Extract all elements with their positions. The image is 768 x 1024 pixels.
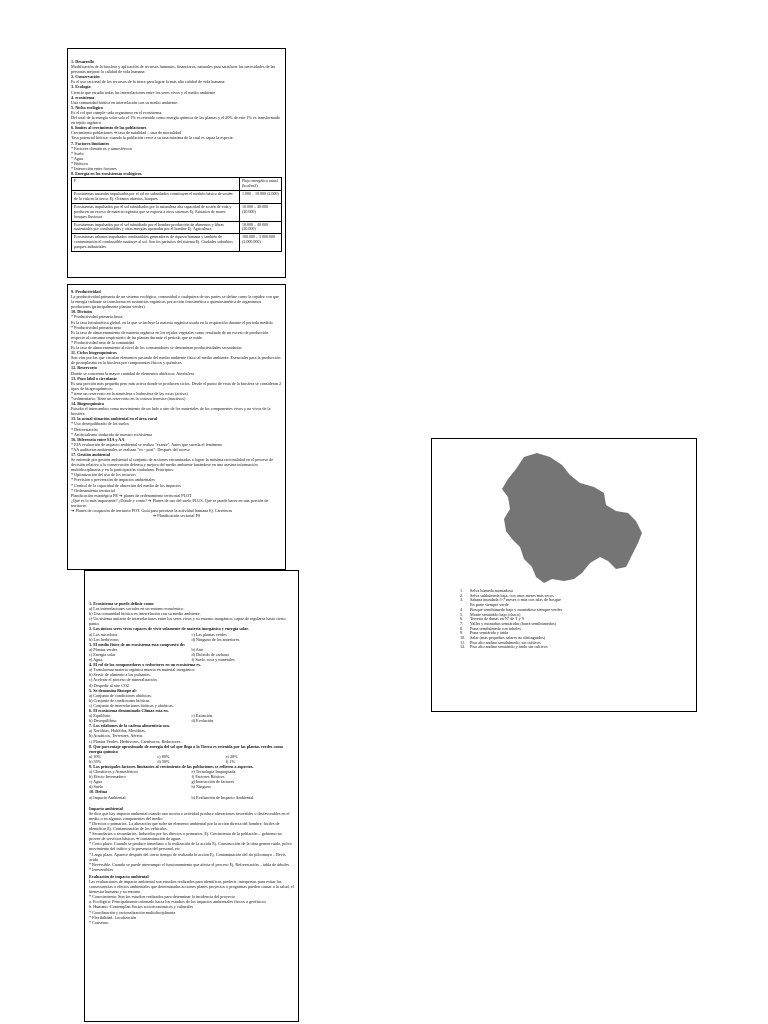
answer-option: d) Dióxido de carbono	[191, 651, 230, 657]
paragraph: Una comunidad biótica en interrelación con su medio ambiente.	[71, 99, 179, 105]
answer-column	[89, 754, 157, 764]
paragraph: *AA auditorias ambientales se realizan "ex - post". Después del suceso	[71, 446, 190, 452]
legend-text: En parte siempre verde	[470, 602, 509, 608]
table-cell: Ecosistemas impulsados por el sol subsidiado por el hombre producción de alimentos y fibras sustentados por combustibles y otras energías aportadas por el hombre Ej. Agricultura	[72, 221, 240, 234]
notes-paragraphs-2	[71, 289, 282, 518]
answer-column	[89, 795, 192, 800]
answer-option: b) Conjunto de condiciones bióticas.	[89, 697, 151, 703]
legend-text: Terreno de dunas en Nº de T y 9	[470, 616, 524, 622]
table-row	[72, 221, 282, 234]
table-cell: Ecosistemas impulsados por el sol subsidiados por la naturaleza alta capacidad de sostén de vida y producen un exceso de materia orgánica que se exporta a otros sistemas Ej. Estuarios de mares bosques lluviosos	[72, 203, 240, 221]
paragraph: Modificación de la biosfera y aplicación de recursos humanos, financieros, naturales para satisfacer las necesidades de las personas mejorar la calidad de vida humana	[71, 64, 276, 75]
answer-column	[89, 647, 192, 662]
energy-table-head-flow: Flujo energético anual (kcal/m2)	[240, 178, 282, 191]
legend-text: Valles y montañas semiáridas (barra semihúmedos)	[470, 620, 556, 626]
paragraph: La productividad primaria de un sistema ecológico, comunidad o cualquiera de sus partes se define como la rapidez con que la energía radiante se transforma en sustancias orgánicas por acción fotosintética o quimiosintética de organismos productores (principalmente plantas verdes)	[71, 294, 279, 310]
table-row	[72, 234, 282, 252]
paragraph: a. Ecológico: Principalmente orientado hacia los estudios de los impactos ambientales físicos a geofísicos	[89, 899, 266, 905]
quiz-panel	[84, 570, 299, 1022]
paragraph: Es el uso racional de los recursos de la tierra para lograr la más alta calidad de vida humana	[71, 79, 225, 85]
table-cell: 10.000 – 40.000 (20.000)	[240, 221, 282, 234]
paragraph: * Directos o primarios. La alteración que sufre un elemento ambiental por la acción directa del hombre, fáciles de identificar Ej. Contaminación de los vehículos.	[89, 820, 280, 832]
paragraph: * EIA evaluación de impacto ambiental se realiza "exante". Antes que suceda el fenómeno	[71, 441, 223, 447]
answer-option: a) Plantas verdes	[89, 646, 118, 652]
quiz-question	[89, 723, 294, 743]
paragraph: Tasa potencial biótica: cuando la población crece a su tasa máxima de la cual es capaz la especie.	[71, 135, 234, 141]
legend-item	[460, 645, 690, 650]
section-heading: 12. Reservorio	[71, 365, 97, 371]
paragraph: b. Humano -Contemplan Socios socioeconómicos y culturales	[89, 904, 194, 910]
answer-option: b) Desequilibrio.	[89, 718, 118, 724]
paragraph: Planificación estratégica PE ➔ planes de ordenamiento territorial PLOT	[71, 492, 192, 498]
quiz-questions	[89, 601, 294, 800]
answer-option: c) Acelerar el proceso de mineralización.	[89, 677, 158, 683]
legend-text: Monte semiárido bajo (chaco)	[470, 611, 521, 617]
paragraph: * tiene un reservorio en la atmósfera o hidrosfera de las rocas (activa)	[71, 390, 188, 396]
legend-text: Piso alto andino semihúmedo, sin cultivos	[470, 639, 541, 645]
paragraph: * Interacción entre factores	[71, 165, 117, 171]
energy-table-head-type: F	[72, 178, 240, 191]
answer-option: a) Climáticos y Atmosféricos	[89, 769, 138, 775]
quiz-question	[89, 789, 294, 799]
answer-option: a) Equilibrio.	[89, 713, 112, 719]
answer-option: e) Tecnología Inapropiada	[191, 769, 236, 775]
section-heading: 8. Energía en los ecosistemas ecológicos.	[71, 171, 143, 177]
answer-option: f) 1%	[225, 758, 236, 764]
quiz-question	[89, 642, 294, 662]
legend-number: 10.	[460, 635, 466, 641]
question-text: 4. El rol de los componedores o reductores en un ecosistema es.	[89, 662, 201, 668]
section-heading: 14. Biogeoquímica	[71, 401, 104, 407]
answer-column	[89, 632, 192, 642]
section-heading: 2. Conservación	[71, 74, 100, 80]
paragraph: Ciencia que estudia todas las interrelaciones entre los seres vivos y el medio ambiente	[71, 89, 216, 95]
table-cell: Ecosistemas naturales impulsados por el sol no subsidiados constituyen el modulo básico de sostén de la vida en la tierra. Ej. Océanos abiertos, bosques.	[72, 190, 240, 203]
answer-column	[192, 647, 295, 662]
answer-column	[192, 769, 295, 789]
table-cell: 10.000 – 40.000 (20.000)	[240, 203, 282, 221]
paragraph: * Uso desequilibrado de los suelos	[71, 421, 130, 427]
map-legend	[460, 589, 690, 650]
paragraph: Estudia el intercambio como movimiento de un lado a otro de los materiales de los componentes vivos y no vivos de la biosfera	[71, 406, 271, 417]
paragraph: ➔ Planificación sectorial PS	[152, 513, 201, 519]
answer-option: g) Interacción de factores	[191, 779, 235, 785]
paragraph: * Productividad primaria neta	[71, 324, 121, 330]
answer-column	[226, 754, 294, 764]
section-heading: 4. ecosistema	[71, 94, 95, 100]
paragraph: ¿Qué es lo más importante? ¿Dónde y como? ➔ Planes de uso del suelo PLUS. Que se puede hacer en una porción de territorio	[71, 497, 269, 508]
legend-number: 8.	[460, 625, 464, 631]
paragraph: Son vías por las que circulan elementos pasando del medio ambiente físico al medio ambiente. Esenciales para la producción de protoplasma en la biosfera por componentes físicos y químicos	[71, 355, 281, 366]
answer-option: a) 10%	[89, 753, 101, 759]
answer-option: c) Agua	[89, 779, 103, 785]
answer-option: f) Suelo, roca y minerales	[191, 657, 235, 663]
section-heading: 9. Productividad	[71, 289, 101, 294]
notes-panel-2	[67, 284, 286, 570]
paragraph: * Reversible. Cuando se puede interrumpir el funcionamiento que afecta el proceso Ej. Reforestación – tabla de árboles	[89, 861, 290, 867]
question-text: 9. Los principales factores limitantes al crecimiento de las poblaciones se refieren a aspectos.	[89, 764, 254, 769]
notes-panel-1	[67, 48, 286, 278]
paragraph: Se entiende por gestión ambiental al conjunto de acciones encaminadas a lograr la máxima racionalidad en el proceso de decisión relativo a la conservación defensa y mejora del medio ambiente basándose en una asesina información multidisciplinaria y en la participación ciudadana. Principios:	[71, 457, 274, 473]
section-heading: 6. límites al crecimiento de las poblaciones	[71, 125, 147, 131]
question-text: 3. El medio físico de un ecosistema esta compuesto de:	[89, 641, 186, 647]
section-heading: 17. Gestión ambiental	[71, 452, 110, 457]
question-text: 7. Los eslabones de la cadena alimenticia son.	[89, 723, 170, 729]
section-heading: 16. Diferencia entre EIA y AA	[71, 436, 125, 442]
section-heading: 5. Nicho ecológico	[71, 104, 103, 110]
answer-column	[157, 754, 225, 764]
answer-option: h) Ninguno	[191, 784, 211, 790]
bolivia-map	[440, 449, 690, 589]
answer-column	[192, 795, 295, 800]
answer-option: d) Ninguno de los anteriores.	[191, 636, 241, 642]
answer-columns	[89, 754, 294, 764]
legend-text: Puna semiárida y árida	[470, 630, 509, 636]
legend-text: Bosque semihúmedo bajo y montañoso siempre verdes	[470, 606, 563, 612]
paragraph: * Consenso	[89, 919, 109, 925]
energy-table-header	[72, 178, 282, 191]
question-text: 1. Ecosistema se puede definir como:	[89, 601, 155, 606]
question-text: 8. Que porcentaje aproximado de energía del sol que llega a la Tierra es retenida por las plantas verdes como energía química	[89, 743, 284, 754]
answer-option: c) Extinción.	[191, 713, 214, 719]
quiz-question	[89, 764, 294, 789]
legend-number: 7.	[460, 620, 464, 626]
paragraph: *sedimentario: Tiene un reservorio en la corteza terrestre (inactivos)	[71, 395, 186, 401]
legend-number: 9.	[460, 630, 464, 636]
paragraph: * Flexibilidad. Localización	[89, 914, 137, 920]
bolivia-map-shape	[502, 453, 642, 583]
paragraph: Es la tasa de almacenamiento al nivel de los consumidores se denominan productividades secundarias	[71, 345, 242, 351]
paragraph: * Productividad primaria bruta	[71, 314, 123, 320]
paragraph: * Productividad neta de la comunidad	[71, 339, 135, 345]
answer-option: c) Plantas Verdes, Herbívoros, Carnívoros, Reductores.	[89, 738, 182, 744]
paragraph: Del total de la energía solar solo el 1% es retenido como energía química de las plantas y el 20% de este 1% es transformado en tejido orgánico	[71, 115, 280, 126]
answer-columns	[89, 795, 294, 800]
paragraph: * Suelo	[71, 150, 84, 156]
paragraph: * Optimización del uso de los recursos	[71, 472, 136, 478]
answer-option: b) Acuáticos, Terrestres, Aéreos.	[89, 733, 144, 739]
paragraph: * Control de la capacidad de absorción del medio de los impactos	[71, 482, 181, 488]
paragraph: Donde se concentra la mayor cantidad de elementos abióticos: Atmósfera	[71, 370, 194, 376]
answer-option: c) 80%	[157, 753, 170, 759]
quiz-question	[89, 708, 294, 723]
section-heading: Impacto ambiental	[89, 805, 123, 811]
answer-option: b) Efecto Invernadero	[89, 774, 126, 780]
legend-text: Selva húmeda montañosa	[470, 588, 513, 593]
answer-columns	[89, 647, 294, 662]
table-cell: Ecosistemas urbanos impulsados combustibles generadores de riqueza humana y también de contaminación el combustible sustituye al sol. Son los parásitos del sistema Ej. Ciudades suburbios parques industriales.	[72, 234, 240, 252]
paragraph: Es el rol que cumple cada organismo en el ecosistema.	[71, 109, 163, 115]
legend-text: Salar (más pequeños salares no distinguidos)	[470, 635, 546, 641]
notes-paragraphs-1	[71, 59, 282, 176]
answer-option: c) Energía solar	[89, 651, 116, 657]
paragraph: Las evaluaciones de impacto ambiental son estudios realizados para identificar, predecir, interpretar, para evitar las consecuencias o efectos ambientales que determinadas acciones planes proyectos o programas pueden causar a la salud, el bienestar humano y su entorno	[89, 878, 294, 895]
paragraph: * Factores climáticos y atmosféricos	[71, 145, 133, 151]
paragraph: Se dice que hay impacto ambiental cuando una acción o actividad produce alteraciones favorables o desfavorables en el medio o en algunos componentes del medio	[89, 810, 290, 821]
quiz-question	[89, 601, 294, 626]
section-heading: 15. la actual situación ambiental en el área rural	[71, 416, 158, 422]
table-cell: 100.000 – 3.000.000 (2.000.000)	[240, 234, 282, 252]
ecoregion-map-panel	[431, 438, 697, 712]
answer-option: c) Conjunto de interrelaciones bióticas y abióticas.	[89, 702, 174, 708]
quiz-question	[89, 626, 294, 641]
paragraph: Crecimiento poblaciones ➔ tasa de natalidad – tasa de mortalidad	[71, 130, 182, 136]
answer-option: d) Despedir al aire CO2	[89, 682, 130, 688]
legend-number: 2.	[460, 592, 464, 598]
question-text: 2. Los únicos seres vivos capaces de vivir solamente de materia inorgánica y energía solar.	[89, 626, 249, 632]
section-heading: 1. Desarrollo	[71, 59, 94, 64]
section-heading: 13. Pozo lábil o circulante	[71, 375, 117, 381]
paragraph: * Deforestación	[71, 426, 98, 432]
answer-column	[89, 769, 192, 789]
paragraph: Es una porción más pequeña pero más activa donde se producen ciclos. Desde el punto de vista de la biosfera se consideran 2 tipos de biogeoquímicos:	[71, 380, 282, 391]
answer-option: d) Evolución.	[191, 718, 215, 724]
answer-option: a) Conjunto de condiciones abióticas.	[89, 692, 152, 698]
answer-option: d) 50%	[157, 758, 170, 764]
quiz-question	[89, 688, 294, 708]
table-row	[72, 203, 282, 221]
answer-option: b) Evaluación de Impacto Ambiental.	[191, 794, 255, 800]
answer-option: c) Un sistema unitario de interrelaciones entre los seres vivos y su entorno inorgánico, capaz de regularse hasta cierto punto.	[89, 616, 286, 627]
question-text: 5. Se denomina Biotopo al:	[89, 687, 137, 693]
paragraph: * Irreversibles	[89, 866, 114, 872]
legend-number: 4.	[460, 606, 464, 612]
paragraph: * Conocimiento: Son los estudios realizados para determinar la incidencia del proyecto	[89, 894, 235, 900]
answer-column	[89, 713, 192, 723]
table-cell: 1.000 – 10.000 (2.000)	[240, 190, 282, 203]
answer-option: c) Las plantas verdes	[191, 631, 227, 637]
paragraph: * Agua	[71, 155, 83, 161]
answer-option: e) 20%	[225, 753, 238, 759]
question-text: 10. Defina	[89, 789, 108, 795]
answer-option: e) Agua.	[89, 657, 104, 663]
answer-column	[192, 713, 295, 723]
answer-columns	[89, 632, 294, 642]
legend-number: 6.	[460, 616, 464, 622]
answer-columns	[89, 769, 294, 789]
section-heading: 11. Ciclos biogeoquímicos	[71, 350, 117, 356]
paragraph: * Corto plazo. Cuando se produce inmediato a la realización de la acción Ej. Construcción de la obra genera ruido, polvo movimiento del tráfico y la presencia del personal, etc.	[89, 841, 292, 852]
paragraph: * Largo plazo. Aparece después del cierto tiempo de realizada la acción Ej. Contaminación del río pilcomayo – Revis acida	[89, 851, 286, 862]
legend-number: 11.	[460, 639, 466, 645]
answer-option: b) Aire	[191, 646, 204, 652]
answer-option: b) Los herbívoros	[89, 636, 119, 642]
answer-option: a) Las interrelaciones sociales en un entorno económico.	[89, 606, 184, 612]
paragraph: ➔ Planes de ocupación de territorio POT. Guía para priorizar la actividad humana Ej. Carreteras	[71, 508, 233, 514]
answer-option: b) 35%	[89, 758, 102, 764]
paragraph: * Secundarios o secundarios. Inducidos por los directos o primarios. Ej. Crecimiento de la población – gobierno no provee de servicios básicos ➔ contaminación de aguas	[89, 831, 282, 842]
paragraph: Es la tasa fotosintética global, en la que se incluye la materia orgánica usada en la respiración durante el periodo medido	[71, 319, 273, 325]
section-heading: 7. Factores limitantes	[71, 140, 110, 146]
answer-column	[192, 632, 295, 642]
legend-text: Puna semihúmeda con árboles	[470, 625, 521, 631]
answer-option: a) Impacto Ambiental.	[89, 794, 127, 800]
answer-option: b) Servir de alimento a los pulsantes.	[89, 672, 151, 678]
answer-option: b) Una comunidad biótica en interrelación con su medio ambiente.	[89, 611, 201, 617]
answer-option: f) Factores Bióticos	[191, 774, 225, 780]
section-heading: 10. División	[71, 309, 92, 315]
question-text: 6. El ecosistema denominado Climax esta en.	[89, 707, 169, 713]
paragraph: Es la tasa de almacenamiento de materia orgánica en los tejidos vegetales como resultado de un exceso de producción respecto al consumo respiratorio de las plantas durante el periodo que se mide.	[71, 329, 269, 340]
answer-option: d) Suelo	[89, 784, 104, 790]
legend-number: 5.	[460, 611, 464, 617]
paragraph: * Artificialismo traducido de nuestro ecosistema	[71, 431, 153, 437]
legend-text: Sabana inundada 5-7 meses o más con islas de bosque	[470, 597, 561, 603]
legend-number: 3.	[460, 597, 464, 603]
section-heading: 3. Ecología	[71, 84, 91, 90]
legend-text: Selva subhúmeda baja, con unos meses más secos	[470, 592, 554, 598]
paragraph: * Coordinación y racionalización multidisciplinaria	[89, 909, 176, 915]
answer-columns	[89, 713, 294, 723]
quiz-question	[89, 744, 294, 764]
quiz-question	[89, 662, 294, 687]
table-row	[72, 190, 282, 203]
answer-option: a) Los microbios	[89, 631, 118, 637]
energy-table	[71, 177, 282, 252]
impact-notes	[89, 806, 294, 925]
paragraph: * Bióticos	[71, 160, 89, 166]
legend-number: 1.	[460, 588, 464, 593]
legend-number: 12.	[460, 644, 466, 650]
legend-text: Piso alto andino semiárido y árido sin cultivos	[470, 644, 548, 650]
answer-option: a) Transformar materia orgánica muerta en material inorgánico.	[89, 667, 196, 673]
paragraph: * Previsión y prevención de impactos ambientales	[71, 477, 155, 483]
answer-option: a) Xerófitas, Halófilas, Mesófitas.	[89, 728, 146, 734]
section-heading: Evaluación de impacto ambiental	[89, 873, 149, 879]
paragraph: * Ordenamiento territorial	[71, 487, 115, 493]
